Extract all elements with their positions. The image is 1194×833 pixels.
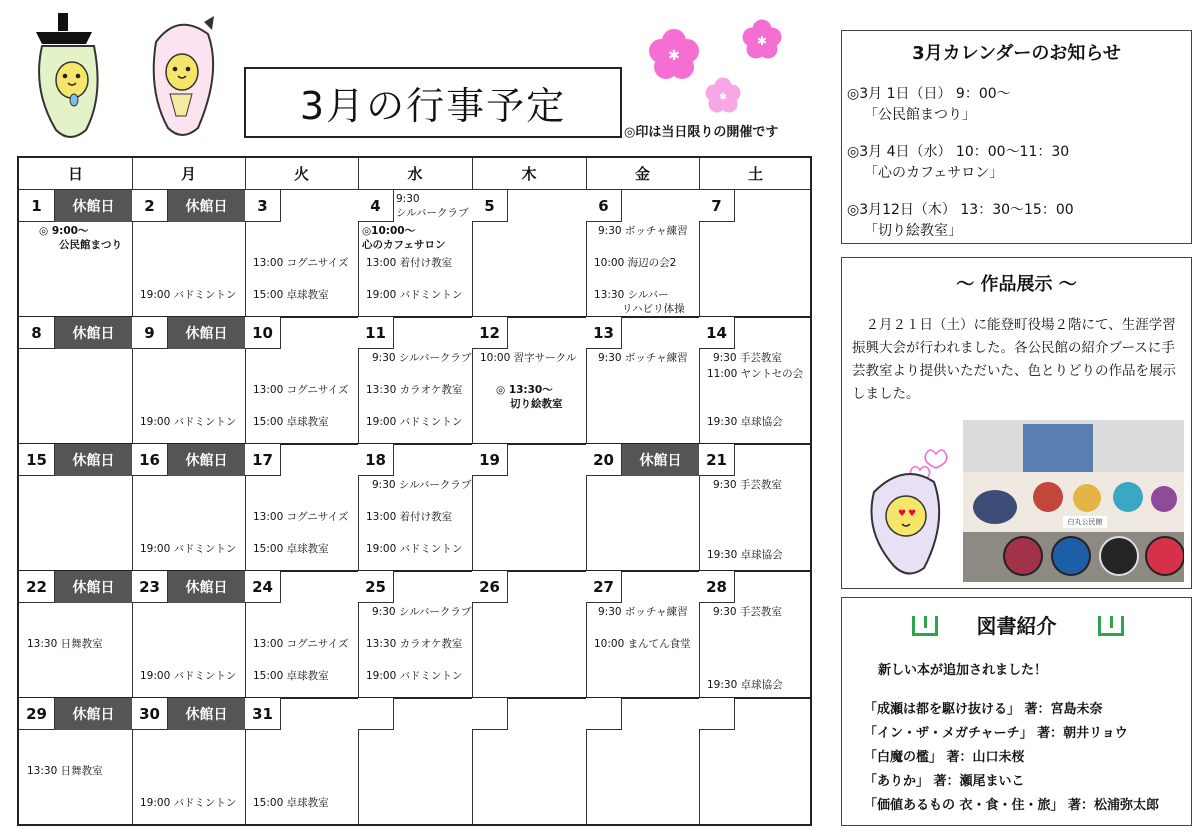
day-number: 15 [19, 444, 55, 476]
calendar-day-cell [586, 444, 699, 570]
day-number: 3 [245, 190, 281, 222]
calendar-day-cell [472, 444, 586, 570]
calendar-event: 13:00 コグニサイズ [253, 384, 349, 396]
weekday-header: 火 [293, 165, 309, 183]
calendar-day-cell [358, 444, 472, 570]
calendar-event: 9:30 [396, 193, 420, 205]
calendar-day-cell [132, 444, 245, 570]
calendar-day-cell [19, 444, 132, 570]
calendar-event: 切り絵教室 [510, 398, 563, 410]
calendar-event: 19:00 バドミントン [140, 416, 237, 428]
weekday-header: 月 [180, 165, 196, 183]
book-item: 「価値あるもの 衣・食・住・旅」 著：松浦弥太郎 [864, 798, 1160, 813]
calendar-day-cell [132, 571, 245, 697]
day-number: 17 [245, 444, 281, 476]
calendar-event: 15:00 卓球教室 [253, 797, 329, 809]
calendar-day-cell [245, 571, 358, 697]
closed-day-badge: 休館日 [168, 190, 245, 222]
day-number: 13 [586, 317, 622, 349]
calendar-event: 19:30 卓球協会 [707, 549, 783, 561]
calendar-event: 9:30 ボッチャ練習 [598, 225, 688, 237]
calendar-event: 13:30 カラオケ教室 [366, 384, 463, 396]
weekday-header: 日 [67, 165, 83, 183]
calendar-event: 19:00 バドミントン [366, 289, 463, 301]
day-number: 30 [132, 698, 168, 730]
day-number: 9 [132, 317, 168, 349]
day-number: 28 [699, 571, 735, 603]
calendar-event: 19:00 バドミントン [366, 416, 463, 428]
exhibit-photo [963, 420, 1184, 582]
closed-day-badge: 休館日 [55, 190, 132, 222]
calendar-event: 13:30 カラオケ教室 [366, 638, 463, 650]
book-intro-lead: 新しい本が追加されました！ [878, 663, 1048, 678]
day-number: 27 [586, 571, 622, 603]
calendar-event: 13:30 日舞教室 [27, 638, 103, 650]
calendar-day-cell [586, 190, 699, 316]
calendar-day-cell [245, 698, 358, 826]
book-item: 「成瀬は都を駆け抜ける」 著：宮島未奈 [864, 702, 1103, 717]
closed-day-badge: 休館日 [55, 444, 132, 476]
day-number: 26 [472, 571, 508, 603]
notice-item-event: 「切り絵教室」 [864, 223, 962, 239]
calendar-event: 15:00 卓球教室 [253, 416, 329, 428]
calendar-event: 15:00 卓球教室 [253, 543, 329, 555]
day-number: 23 [132, 571, 168, 603]
calendar-event: 9:30 ボッチャ練習 [598, 606, 688, 618]
book-item: 「イン・ザ・メガチャーチ」 著：朝井リョウ [864, 726, 1128, 741]
calendar-event: 19:00 バドミントン [140, 289, 237, 301]
day-number: 5 [472, 190, 508, 222]
exhibit-panel [841, 257, 1192, 589]
calendar-day-cell [472, 190, 586, 316]
day-number: 25 [358, 571, 394, 603]
day-number [586, 698, 622, 730]
calendar-day-cell [699, 698, 812, 826]
day-number: 1 [19, 190, 55, 222]
notice-item-date: ◎3月12日（木） 13：30～15：00 [847, 202, 1074, 218]
calendar-event: 10:00 海辺の会2 [594, 257, 677, 269]
calendar-event: 19:30 卓球協会 [707, 679, 783, 691]
closed-day-badge: 休館日 [168, 317, 245, 349]
calendar-day-cell [19, 571, 132, 697]
closed-day-badge: 休館日 [622, 444, 699, 476]
day-number [358, 698, 394, 730]
calendar-day-cell [699, 190, 812, 316]
day-number [699, 698, 735, 730]
notice-item-date: ◎3月 1日（日） 9：00～ [847, 86, 1011, 102]
calendar-day-cell [699, 317, 812, 443]
notice-item-event: 「心のカフェサロン」 [864, 165, 1004, 181]
flower-decoration [740, 18, 784, 62]
weekday-header: 土 [747, 165, 763, 183]
calendar-day-cell [245, 317, 358, 443]
calendar-event: シルバークラブ [396, 207, 469, 219]
calendar-event: 9:30 手芸教室 [713, 606, 782, 618]
calendar-notice-panel [841, 30, 1192, 244]
day-number: 11 [358, 317, 394, 349]
notice-item-date: ◎3月 4日（水） 10：00～11：30 [847, 144, 1070, 160]
calendar-event: 15:00 卓球教室 [253, 670, 329, 682]
book-icon [1098, 616, 1124, 636]
exhibit-photo-sign: 白丸公民館 [1063, 516, 1107, 528]
calendar-event: 9:30 手芸教室 [713, 479, 782, 491]
closed-day-badge: 休館日 [55, 317, 132, 349]
calendar-day-cell [699, 571, 812, 697]
calendar-day-cell [245, 444, 358, 570]
calendar-event: 13:00 着付け教室 [366, 511, 453, 523]
day-number: 24 [245, 571, 281, 603]
calendar-day-cell [358, 571, 472, 697]
day-number: 21 [699, 444, 735, 476]
mascot-left-illustration [34, 10, 106, 140]
svg-text:♥: ♥ [908, 509, 917, 519]
calendar-day-cell [586, 571, 699, 697]
weekday-header: 金 [634, 165, 650, 183]
calendar-event: 13:00 コグニサイズ [253, 257, 349, 269]
book-intro-panel [841, 597, 1192, 826]
day-number: 29 [19, 698, 55, 730]
calendar-day-cell [472, 698, 586, 826]
closed-day-badge: 休館日 [55, 571, 132, 603]
day-number: 4 [358, 190, 394, 222]
day-number: 14 [699, 317, 735, 349]
day-number: 19 [472, 444, 508, 476]
svg-text:✱: ✱ [668, 48, 680, 64]
calendar-day-cell [132, 317, 245, 443]
calendar-event: 10:00 習字サークル [480, 352, 577, 364]
calendar-day-cell [19, 698, 132, 826]
calendar-event: 19:00 バドミントン [140, 543, 237, 555]
calendar-event: 19:00 バドミントン [140, 670, 237, 682]
calendar-event: ◎ 9:00～ [39, 225, 89, 237]
exhibit-description: ２月２１日（土）に能登町役場２階にて、生涯学習振興大会が行われました。各公民館の紹介ブースに手芸教室より提供いただいた、色とりどりの作品を展示しました。 [852, 317, 1176, 402]
calendar-event: ◎ 13:30～ [496, 384, 553, 396]
calendar-day-cell [472, 571, 586, 697]
book-item: 「ありか」 著：瀬尾まいこ [864, 774, 1025, 789]
closed-day-badge: 休館日 [168, 698, 245, 730]
calendar-event: リハビリ体操 [622, 303, 685, 315]
closed-day-badge: 休館日 [168, 444, 245, 476]
calendar-day-cell [586, 698, 699, 826]
day-number: 22 [19, 571, 55, 603]
day-number [472, 698, 508, 730]
day-number: 2 [132, 190, 168, 222]
mascot-right-illustration [148, 12, 220, 140]
day-number: 7 [699, 190, 735, 222]
calendar-event: 9:30 シルバークラブ [372, 352, 472, 364]
calendar-event: 心のカフェサロン [362, 239, 446, 251]
calendar-event: 13:00 コグニサイズ [253, 511, 349, 523]
calendar-event: 9:30 シルバークラブ [372, 479, 472, 491]
calendar-event: 19:00 バドミントン [366, 670, 463, 682]
day-number: 20 [586, 444, 622, 476]
day-number: 8 [19, 317, 55, 349]
weekday-header: 木 [521, 165, 537, 183]
calendar-event: ◎10:00～ [362, 225, 416, 237]
calendar-day-cell [358, 698, 472, 826]
calendar-day-cell [132, 698, 245, 826]
calendar-event: 10:00 まんてん食堂 [594, 638, 691, 650]
notice-item-event: 「公民館まつり」 [864, 107, 976, 123]
calendar-event: 19:00 バドミントン [366, 543, 463, 555]
calendar-event: 13:00 着付け教室 [366, 257, 453, 269]
page-title: 3月の行事予定 [244, 67, 622, 138]
calendar-day-cell [472, 317, 586, 443]
day-number: 16 [132, 444, 168, 476]
calendar-day-cell [132, 190, 245, 316]
svg-text:✱: ✱ [756, 34, 768, 48]
calendar-event: 13:00 コグニサイズ [253, 638, 349, 650]
calendar-event: 9:30 ボッチャ練習 [598, 352, 688, 364]
calendar-day-cell [358, 190, 472, 316]
calendar-event: 13:30 日舞教室 [27, 765, 103, 777]
monthly-calendar [17, 156, 812, 826]
calendar-day-cell [699, 444, 812, 570]
calendar-day-cell [245, 190, 358, 316]
single-day-note: ◎印は当日限りの開催です [624, 125, 779, 140]
calendar-event: 11:00 ヤントセの会 [707, 368, 804, 380]
weekday-header: 水 [407, 165, 423, 183]
day-number: 31 [245, 698, 281, 730]
calendar-event: 13:30 シルバー [594, 289, 669, 301]
flower-decoration [646, 27, 702, 83]
calendar-day-cell [19, 317, 132, 443]
day-number: 18 [358, 444, 394, 476]
svg-text:♥: ♥ [898, 509, 907, 519]
mascot-hearts-illustration [864, 442, 960, 580]
closed-day-badge: 休館日 [168, 571, 245, 603]
notice-title: 3月カレンダーのお知らせ [912, 43, 1121, 64]
calendar-event: 19:30 卓球協会 [707, 416, 783, 428]
book-item: 「白魔の檻」 著：山口未桜 [864, 750, 1025, 765]
day-number: 6 [586, 190, 622, 222]
calendar-day-cell [586, 317, 699, 443]
flower-decoration [703, 76, 743, 116]
book-intro-title: 図書紹介 [976, 614, 1057, 638]
day-number: 12 [472, 317, 508, 349]
calendar-event: 15:00 卓球教室 [253, 289, 329, 301]
calendar-event: 9:30 シルバークラブ [372, 606, 472, 618]
calendar-event: 9:30 手芸教室 [713, 352, 782, 364]
exhibit-title: ～ 作品展示 ～ [956, 274, 1077, 295]
calendar-event: 19:00 バドミントン [140, 797, 237, 809]
calendar-event: 公民館まつり [59, 239, 122, 251]
svg-text:✱: ✱ [718, 92, 728, 103]
closed-day-badge: 休館日 [55, 698, 132, 730]
calendar-day-cell [358, 317, 472, 443]
day-number: 10 [245, 317, 281, 349]
calendar-day-cell [19, 190, 132, 316]
